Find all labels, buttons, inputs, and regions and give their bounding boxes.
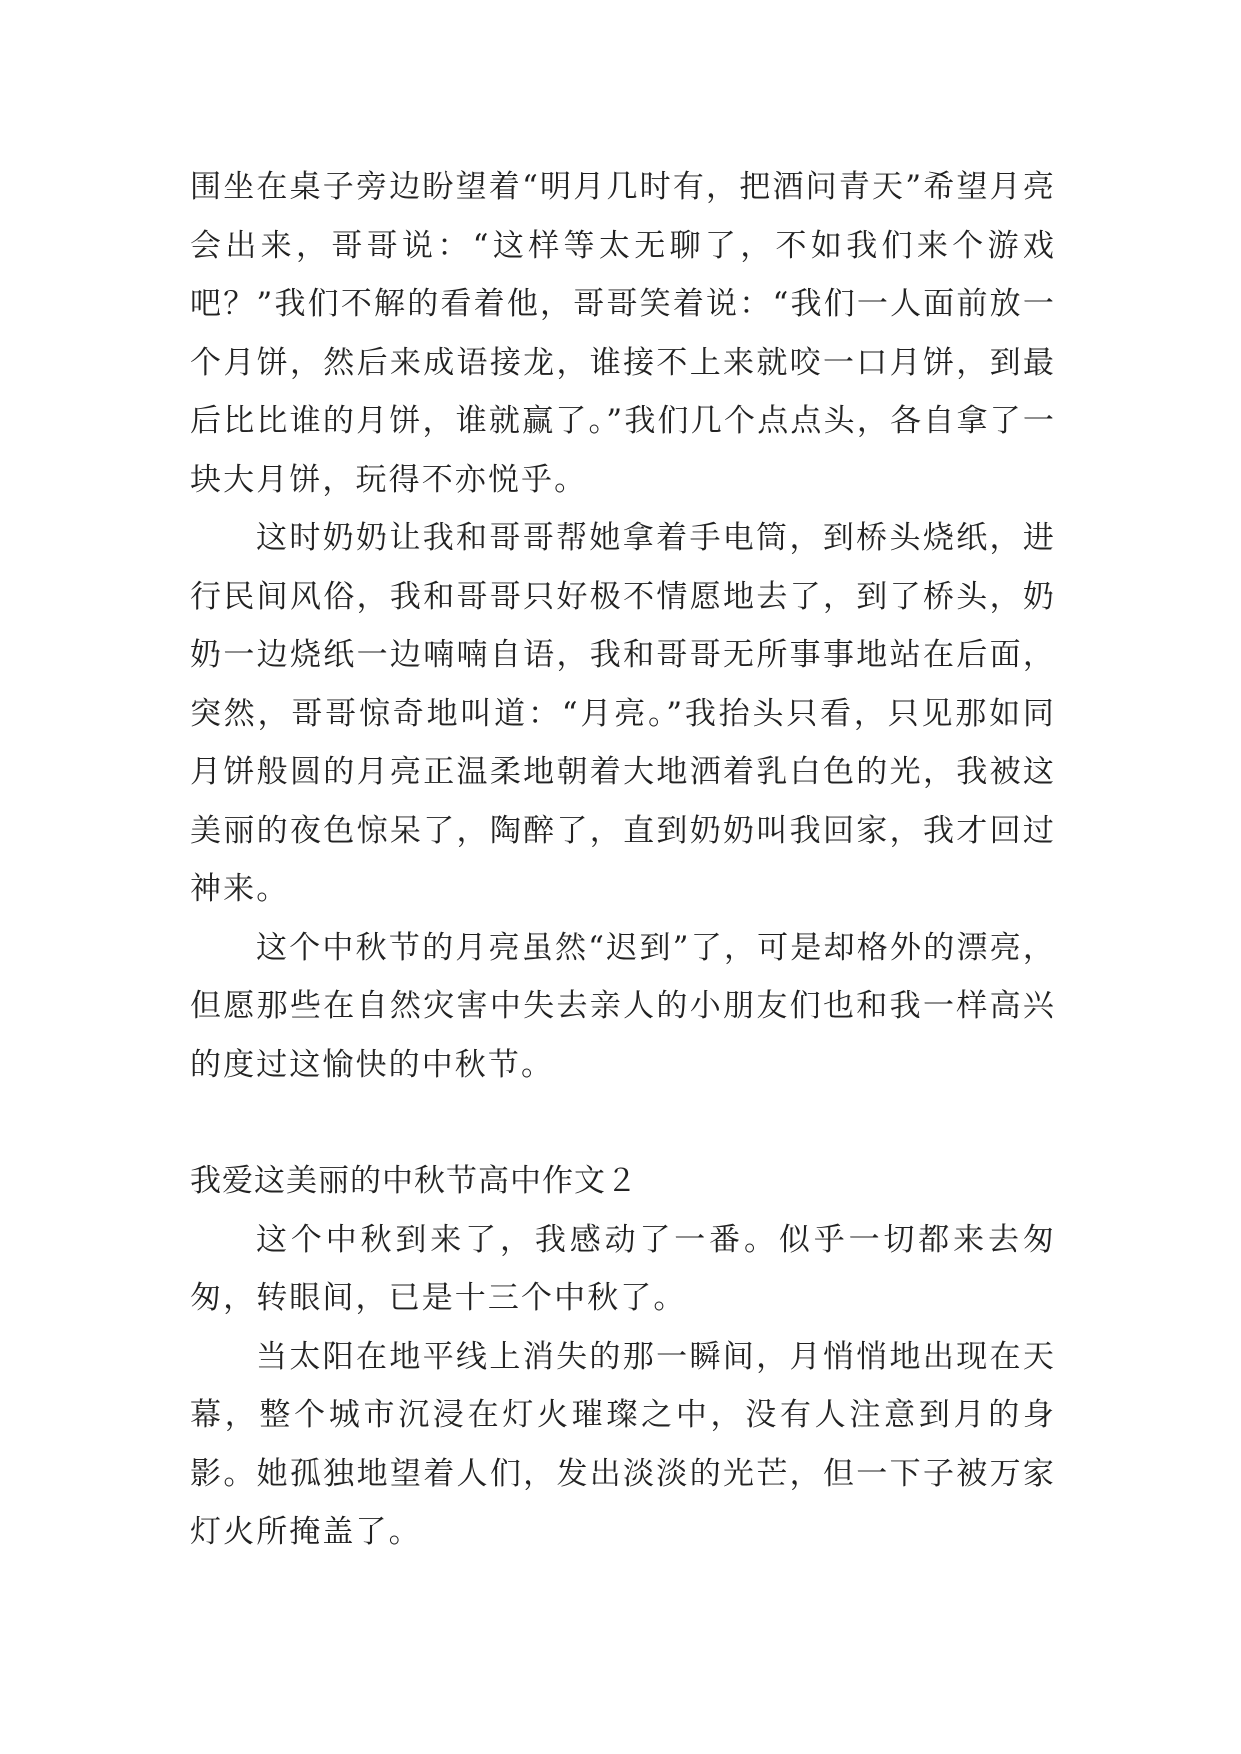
paragraph-1: 围坐在桌子旁边盼望着“明月几时有，把酒问青天”希望月亮会出来，哥哥说：“这样等太无聊了，不如我们来个游戏吧？”我们不解的看着他，哥哥笑着说：“我们一人面前放一个月饼，然后来成语接龙，谁接不上来就咬一口月饼，到最后比比谁的月饼，谁就赢了。”我们几个点点头，各自拿了一块大月饼，玩得不亦悦乎。 xyxy=(190,169,1056,498)
paragraph-5: 当太阳在地平线上消失的那一瞬间，月悄悄地出现在天幕，整个城市沉浸在灯火璀璨之中，没有人注意到月的身影。她孤独地望着人们，发出淡淡的光芒，但一下子被万家灯火所掩盖了。 xyxy=(190,1338,1056,1550)
section-heading: 我爱这美丽的中秋节高中作文２ xyxy=(190,1163,638,1199)
section-spacer xyxy=(190,1094,1056,1152)
paragraph-3: 这个中秋节的月亮虽然“迟到”了，可是却格外的漂亮，但愿那些在自然灾害中失去亲人的小朋友们也和我一样高兴的度过这愉快的中秋节。 xyxy=(190,929,1056,1083)
paragraph-2: 这时奶奶让我和哥哥帮她拿着手电筒，到桥头烧纸，进行民间风俗，我和哥哥只好极不情愿地去了，到了桥头，奶奶一边烧纸一边喃喃自语，我和哥哥无所事事地站在后面，突然，哥哥惊奇地叫道：“月亮。”我抬头只看，只见那如同月饼般圆的月亮正温柔地朝着大地洒着乳白色的光，我被这美丽的夜色惊呆了，陶醉了，直到奶奶叫我回家，我才回过神来。 xyxy=(190,520,1056,907)
paragraph-4: 这个中秋到来了，我感动了一番。似乎一切都来去匆匆，转眼间，已是十三个中秋了。 xyxy=(190,1221,1056,1316)
document-body xyxy=(190,158,1056,1562)
